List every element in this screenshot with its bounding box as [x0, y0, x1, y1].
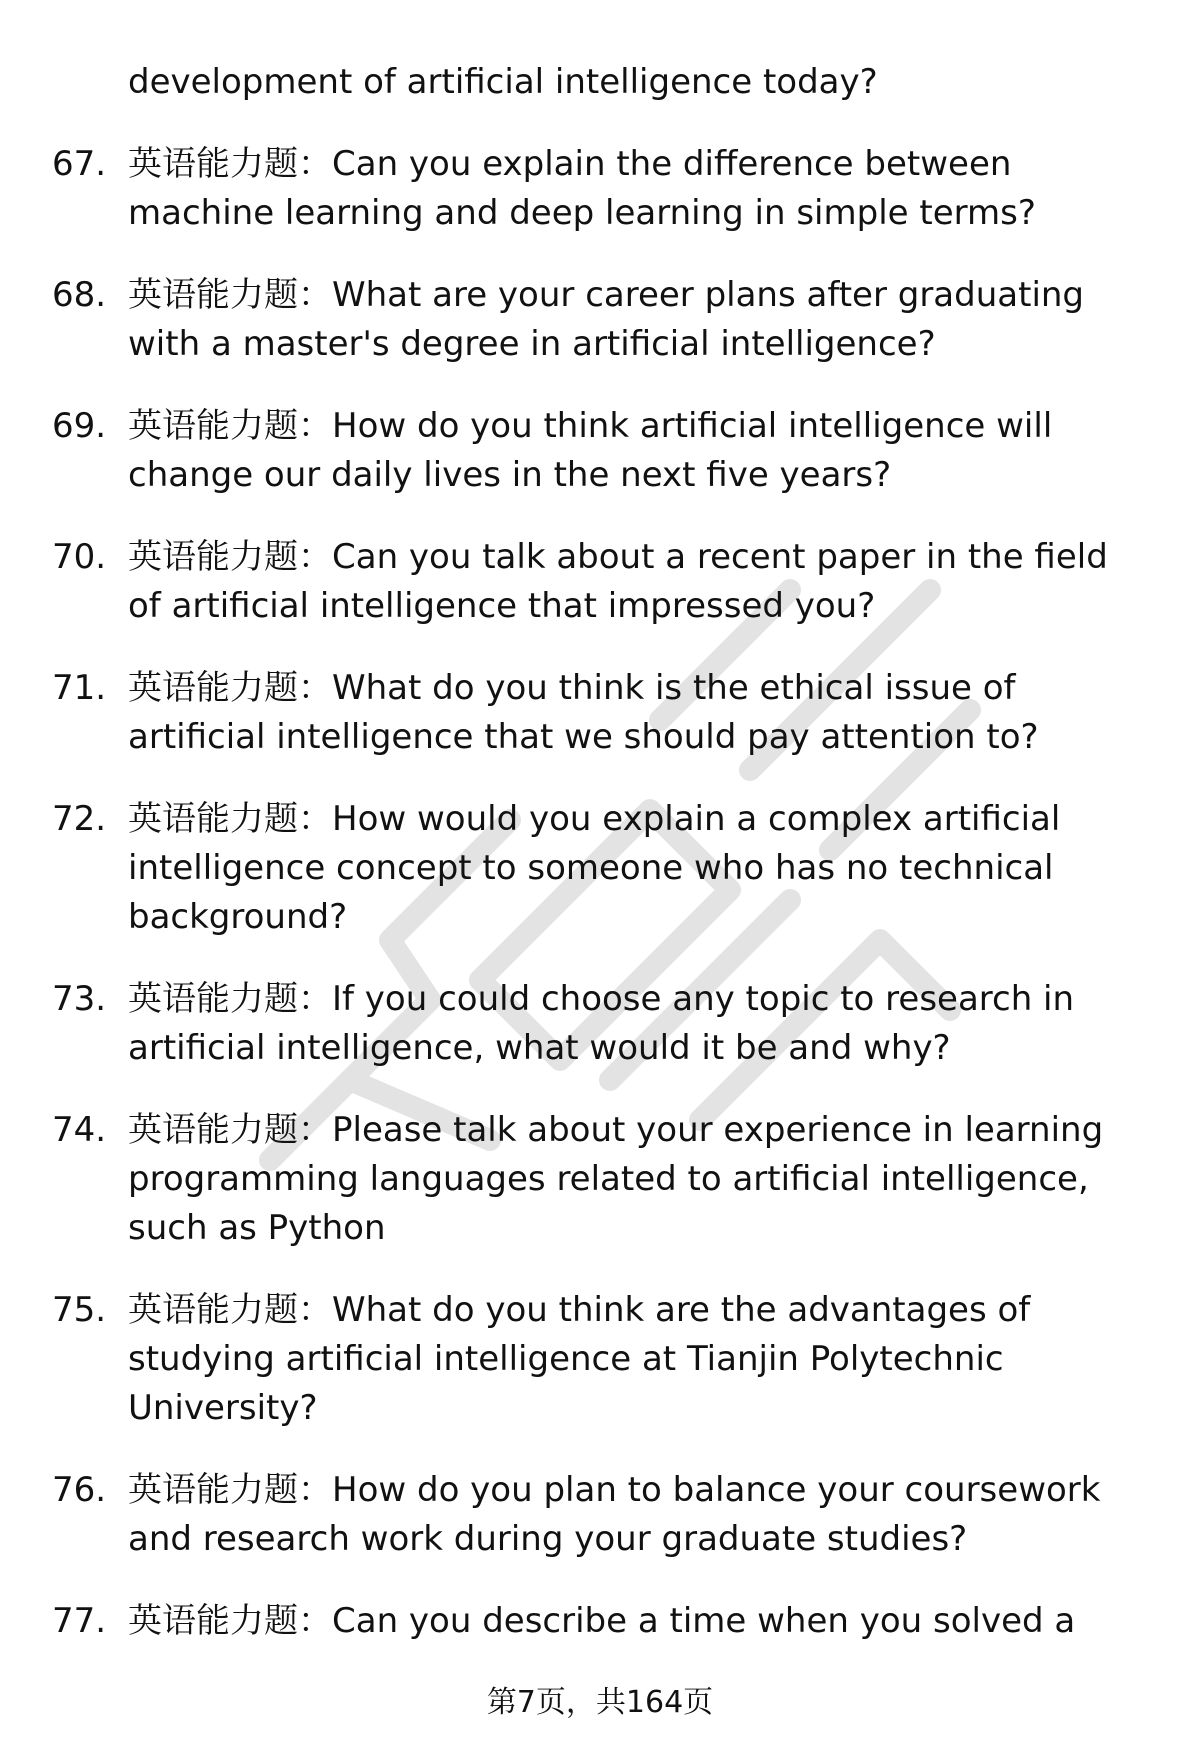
- question-text: How do you think artificial intelligence will change our daily lives in the next five years?: [128, 406, 1053, 495]
- question-body: [128, 975, 1142, 1073]
- question-body: [128, 1286, 1142, 1433]
- question-item: [52, 1597, 1142, 1646]
- question-body: [128, 271, 1142, 369]
- question-tag: 英语能力题：: [128, 144, 332, 184]
- question-item: [52, 533, 1142, 631]
- question-number: 68.: [52, 275, 107, 315]
- question-number: 76.: [52, 1470, 107, 1510]
- question-body: [128, 795, 1142, 942]
- question-tag: 英语能力题：: [128, 275, 332, 315]
- question-text: What are your career plans after graduating with a master's degree in artificial intelligence?: [128, 275, 1085, 364]
- question-body: [128, 140, 1142, 238]
- question-item: [52, 795, 1142, 942]
- question-text: Can you talk about a recent paper in the field of artificial intelligence that impressed you?: [128, 537, 1108, 626]
- question-item: [52, 140, 1142, 238]
- question-number: 77.: [52, 1601, 107, 1641]
- question-body: [128, 1106, 1142, 1253]
- question-item: [52, 664, 1142, 762]
- question-number: 67.: [52, 144, 107, 184]
- question-text: Can you describe a time when you solved a: [332, 1601, 1076, 1641]
- continuation-text: development of artificial intelligence today?: [128, 62, 878, 102]
- question-number: 72.: [52, 799, 107, 839]
- question-number: 74.: [52, 1110, 107, 1150]
- question-number: 69.: [52, 406, 107, 446]
- question-tag: 英语能力题：: [128, 1601, 332, 1641]
- question-text: How do you plan to balance your coursework and research work during your graduate studies?: [128, 1470, 1101, 1559]
- question-tag: 英语能力题：: [128, 1110, 332, 1150]
- question-item: [52, 1286, 1142, 1433]
- question-tag: 英语能力题：: [128, 668, 332, 708]
- question-item: [52, 402, 1142, 500]
- question-tag: 英语能力题：: [128, 1290, 332, 1330]
- question-number: 73.: [52, 979, 107, 1019]
- question-body: [128, 664, 1142, 762]
- question-number: 70.: [52, 537, 107, 577]
- question-text: What do you think is the ethical issue of artificial intelligence that we should pay attention to?: [128, 668, 1039, 757]
- question-body: [128, 1597, 1142, 1646]
- question-list: [52, 58, 1142, 1679]
- question-text: Please talk about your experience in learning programming languages related to artificial intelligence, such as Python: [128, 1110, 1104, 1248]
- question-body: [128, 1466, 1142, 1564]
- question-tag: 英语能力题：: [128, 799, 332, 839]
- question-tag: 英语能力题：: [128, 1470, 332, 1510]
- question-number: 75.: [52, 1290, 107, 1330]
- page-footer: 第7页，共164页: [486, 1685, 714, 1720]
- question-item: [52, 1106, 1142, 1253]
- question-item: [52, 975, 1142, 1073]
- question-number: 71.: [52, 668, 107, 708]
- question-body: [128, 402, 1142, 500]
- question-item: [52, 271, 1142, 369]
- question-tag: 英语能力题：: [128, 537, 332, 577]
- question-text: Can you explain the difference between machine learning and deep learning in simple terms?: [128, 144, 1036, 233]
- question-item: [52, 1466, 1142, 1564]
- question-text: If you could choose any topic to research in artificial intelligence, what would it be and why?: [128, 979, 1075, 1068]
- question-text: What do you think are the advantages of studying artificial intelligence at Tianjin Polytechnic University?: [128, 1290, 1031, 1428]
- question-tag: 英语能力题：: [128, 979, 332, 1019]
- question-tag: 英语能力题：: [128, 406, 332, 446]
- question-text: How would you explain a complex artificial intelligence concept to someone who has no technical background?: [128, 799, 1061, 937]
- question-body: [128, 533, 1142, 631]
